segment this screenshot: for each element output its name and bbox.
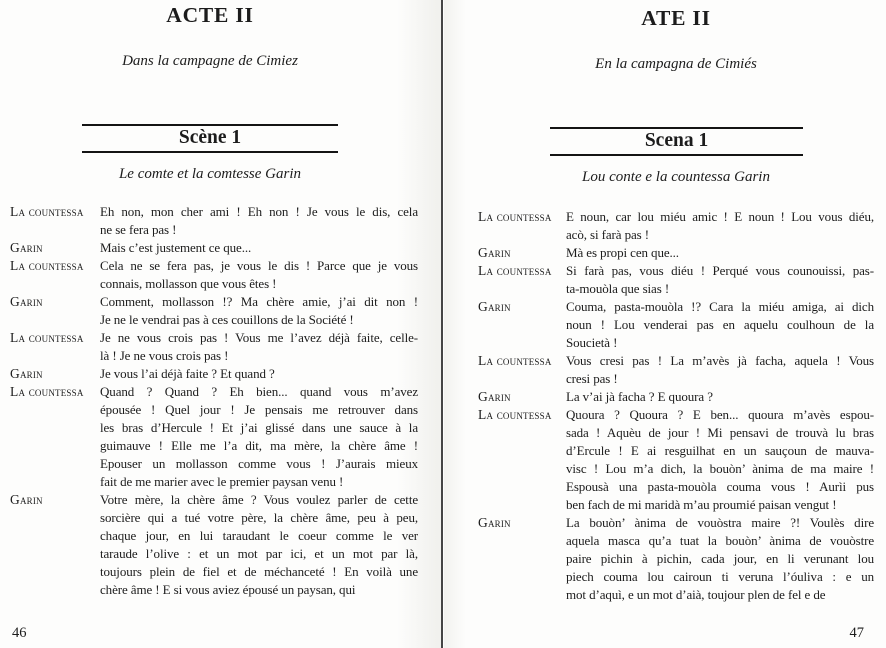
speaker-label: La countessa: [478, 407, 552, 423]
dialogue-row: [10, 203, 428, 239]
dialogue-line: aquela masca qu’a tuat la bouòn’ ànima de vouòstre: [566, 533, 874, 549]
speaker-label: Garin: [478, 245, 511, 261]
dialogue-lines: [100, 329, 418, 365]
scene-title: Scena 1: [644, 129, 709, 151]
dialogue-lines: [566, 388, 874, 406]
dialogue-row: [478, 388, 876, 406]
act-setting: Dans la campagne de Cimiez: [122, 52, 298, 69]
dialogue: [0, 203, 428, 599]
speaker-label: La countessa: [478, 353, 552, 369]
dialogue-lines: [566, 262, 874, 298]
dialogue-line: Mà es propi cen que...: [566, 245, 679, 261]
dialogue: [444, 208, 876, 604]
dialogue-lines: [100, 383, 418, 491]
scene-characters: Lou conte e la countessa Garin: [582, 169, 770, 186]
dialogue-row: [10, 293, 428, 329]
dialogue-row: [10, 239, 428, 257]
dialogue-row: [478, 262, 876, 298]
dialogue-line: Je vous l’ai déjà faite ? Et quand ?: [100, 366, 275, 382]
dialogue-row: [10, 383, 428, 491]
speaker-label: La countessa: [10, 204, 84, 220]
dialogue-line: mot d’aquì, e un mot d’aià, toujour plen de fel e de: [566, 587, 826, 603]
dialogue-line: Cela ne se fera pas, je vous le dis ! Parce que je vous: [100, 258, 418, 274]
dialogue-line: Eh non, mon cher ami ! Eh non ! Je vous le dis, cela: [100, 204, 418, 220]
dialogue-row: [10, 365, 428, 383]
dialogue-line: d’Ercule ! E ai resguilhat en un sauçoun de mauva-: [566, 443, 874, 459]
dialogue-line: noun ! Lou venderai pas en aquelu coulhoun de la: [566, 317, 874, 333]
dialogue-line: Epouser un mollasson comme vous ! J’aurais mieux: [100, 456, 418, 472]
dialogue-row: [478, 514, 876, 604]
dialogue-lines: [566, 514, 874, 604]
book-gutter-line: [441, 0, 443, 648]
speaker-label: Garin: [478, 515, 511, 531]
dialogue-line: Je ne le vendrai pas à ces couillons de la Société !: [100, 312, 354, 328]
speaker-label: Garin: [10, 240, 43, 256]
act-title: ACTE II: [166, 3, 254, 27]
dialogue-line: ne se fera pas !: [100, 222, 177, 238]
dialogue-line: toujours plein de fiel et de méchanceté ! En voilà une: [100, 564, 418, 580]
dialogue-lines: [566, 244, 874, 262]
dialogue-line: sada ! Aquèu de jour ! Mi pensavi de trouvà lu bras: [566, 425, 874, 441]
dialogue-line: Votre mère, la chère âme ? Vous voulez parler de cette: [100, 492, 418, 508]
dialogue-line: là ! Je ne vous crois pas !: [100, 348, 229, 364]
dialogue-line: visc ! Lou m’a dich, la bouòn’ ànima de ma maire !: [566, 461, 874, 477]
speaker-label: La countessa: [478, 263, 552, 279]
dialogue-line: taraude l’olive : et un mot par ici, et un mot par là,: [100, 546, 418, 562]
dialogue-line: ta-mouòla que sias !: [566, 281, 670, 297]
dialogue-row: [478, 352, 876, 388]
scene-title: Scène 1: [178, 126, 242, 148]
act-title: ATE II: [641, 6, 711, 30]
dialogue-line: guimauve ! Elle me l’a dit, ma mère, la chère âme !: [100, 438, 418, 454]
speaker-label: Garin: [478, 299, 511, 315]
speaker-label: La countessa: [10, 330, 84, 346]
dialogue-line: les bras d’Hercule ! Et j’ai glissé dans une sauce à la: [100, 420, 418, 436]
dialogue-line: Espousà una pasta-mouòla couma vous ! Aurìi pus: [566, 479, 874, 495]
scene-characters: Le comte et la comtesse Garin: [118, 166, 302, 183]
speaker-label: La countessa: [10, 258, 84, 274]
dialogue-line: Couma, pasta-mouòla !? Cara la miéu amiga, ai dich: [566, 299, 874, 315]
dialogue-line: ben fach de mi maridà m’au proumié paisan vengut !: [566, 497, 837, 513]
dialogue-lines: [100, 239, 418, 257]
dialogue-lines: [566, 298, 874, 352]
dialogue-lines: [100, 365, 418, 383]
dialogue-line: La v’ai jà facha ? E quoura ?: [566, 389, 713, 405]
dialogue-row: [478, 208, 876, 244]
left-page-header: [2, 0, 418, 183]
dialogue-lines: [100, 257, 418, 293]
dialogue-line: paire pichin à pichin, cada jour, en li verunant lou: [566, 551, 874, 567]
dialogue-row: [10, 491, 428, 599]
dialogue-row: [478, 406, 876, 514]
right-page-header: [466, 0, 886, 186]
scene-heading-box: [82, 124, 338, 153]
dialogue-line: acò, si farà pas !: [566, 227, 650, 243]
dialogue-line: Quand ? Quand ? Eh bien... quand vous m’avez: [100, 384, 418, 400]
dialogue-line: chaque jour, en lui taraudant le coeur comme le ver: [100, 528, 418, 544]
scene-heading-box: [550, 127, 803, 156]
dialogue-line: fait de me marier avec le premier paysan venu !: [100, 474, 344, 490]
page-number: 47: [849, 625, 864, 641]
speaker-label: Garin: [478, 389, 511, 405]
page-number: 46: [12, 625, 27, 641]
dialogue-line: Vous cresi pas ! La m’avès jà facha, aquela ! Vous: [566, 353, 874, 369]
dialogue-line: piech couma lou cairoun ti veruna l’óuliva : e un: [566, 569, 874, 585]
dialogue-line: Soucietà !: [566, 335, 618, 351]
act-setting: En la campagna de Cimiés: [595, 55, 757, 72]
speaker-label: La countessa: [478, 209, 552, 225]
dialogue-line: Mais c’est justement ce que...: [100, 240, 252, 256]
speaker-label: Garin: [10, 492, 43, 508]
right-page: [444, 0, 886, 648]
dialogue-line: Quoura ? Quoura ? E ben... quoura m’avès espou-: [566, 407, 874, 423]
dialogue-line: Comment, mollasson !? Ma chère amie, j’ai dit non !: [100, 294, 418, 310]
dialogue-line: chère âme ! E si vous aviez épousé un paysan, qui: [100, 582, 356, 598]
dialogue-line: cresi pas !: [566, 371, 618, 387]
dialogue-line: E noun, car lou miéu amic ! E noun ! Lou vous diéu,: [566, 209, 874, 225]
dialogue-lines: [100, 203, 418, 239]
dialogue-line: sorcière qui a tué votre père, la chère âme, peu à peu,: [100, 510, 418, 526]
dialogue-lines: [100, 491, 418, 599]
dialogue-line: Si farà pas, vous diéu ! Perqué vous counouissi, pas-: [566, 263, 874, 279]
dialogue-row: [10, 329, 428, 365]
dialogue-line: La bouòn’ ànima de vouòstra maire ?! Voulès dire: [566, 515, 874, 531]
left-page: [0, 0, 441, 648]
speaker-label: Garin: [10, 366, 43, 382]
speaker-label: La countessa: [10, 384, 84, 400]
dialogue-row: [478, 244, 876, 262]
dialogue-line: connais, mollasson que vous êtes !: [100, 276, 277, 292]
dialogue-lines: [100, 293, 418, 329]
dialogue-line: Je ne vous crois pas ! Vous me l’avez déjà faite, celle-: [100, 330, 418, 346]
dialogue-lines: [566, 208, 874, 244]
dialogue-row: [10, 257, 428, 293]
dialogue-lines: [566, 406, 874, 514]
dialogue-lines: [566, 352, 874, 388]
speaker-label: Garin: [10, 294, 43, 310]
dialogue-row: [478, 298, 876, 352]
dialogue-line: épousée ! Quel jour ! Je pensais me retrouver dans: [100, 402, 418, 418]
